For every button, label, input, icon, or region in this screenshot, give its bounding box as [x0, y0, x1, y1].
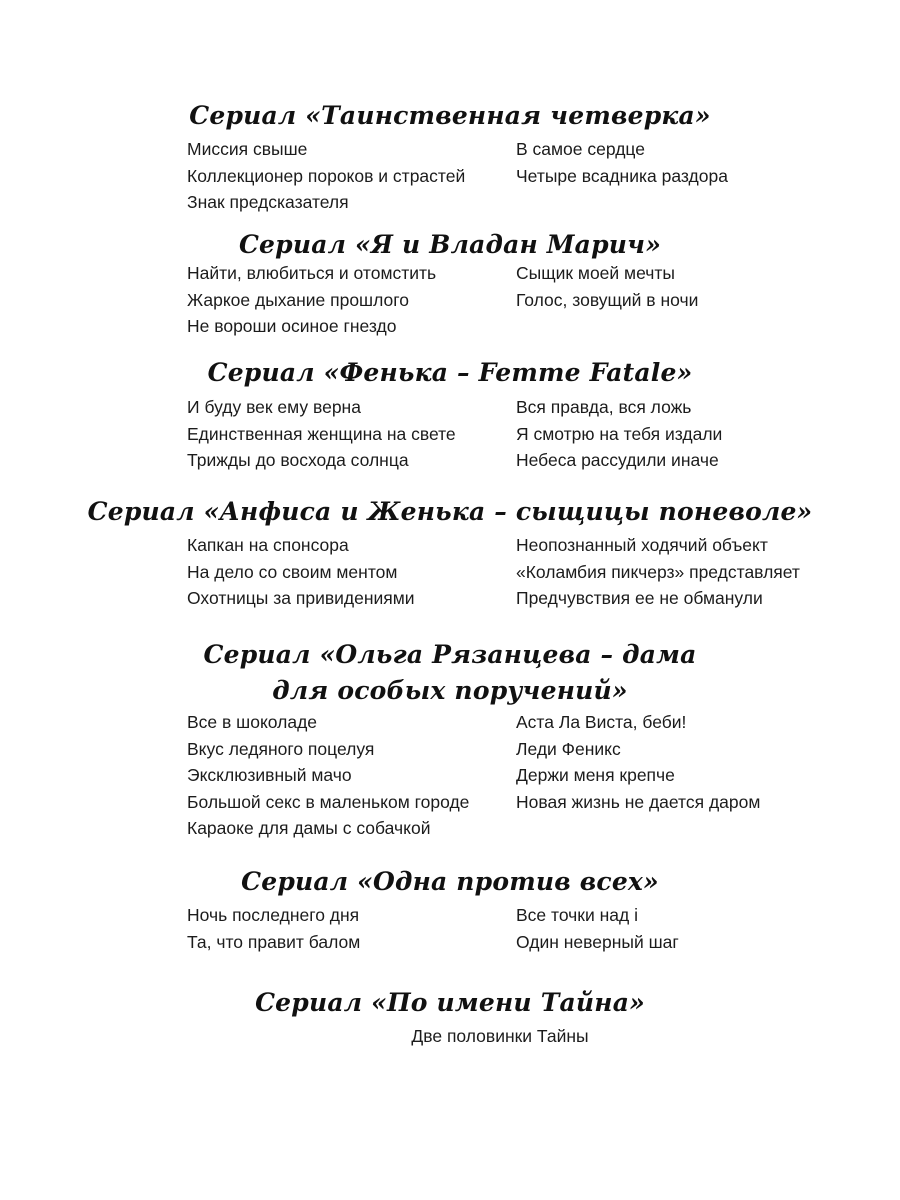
list-item: Знак предсказателя — [187, 192, 349, 212]
list-item: Вся правда, вся ложь — [516, 397, 692, 417]
list-item: Предчувствия ее не обманули — [516, 588, 763, 608]
list-item: Все точки над i — [516, 905, 638, 925]
series-title-mysterious-four: Сериал «Таинственная четверка» — [189, 101, 711, 130]
series-title-one-against-all: Сериал «Одна против всех» — [241, 867, 659, 896]
list-item: «Коламбия пикчерз» представляет — [516, 561, 800, 582]
list-item: Коллекционер пороков и страстей — [187, 165, 466, 186]
list-item: Единственная женщина на свете — [187, 423, 456, 444]
list-item: В самое сердце — [516, 139, 645, 159]
series-title-vladan-marich: Сериал «Я и Владан Марич» — [238, 230, 662, 259]
list-item: И буду век ему верна — [187, 397, 361, 417]
list-item: Новая жизнь не дается даром — [516, 791, 761, 812]
list-item: Вкус ледяного поцелуя — [187, 738, 375, 759]
list-item: Голос, зовущий в ночи — [516, 289, 699, 310]
list-item: На дело со своим ментом — [187, 561, 398, 582]
book-list-mysterious-four — [187, 136, 807, 216]
list-item: Найти, влюбиться и отомстить — [187, 263, 437, 283]
series-title-fenka: Сериал «Фенька – Femme Fatale» — [207, 358, 693, 387]
list-item: Жаркое дыхание прошлого — [187, 289, 409, 310]
list-item: Держи меня крепче — [516, 765, 675, 785]
list-item: Неопознанный ходячий объект — [516, 535, 768, 555]
list-item: Не вороши осиное гнездо — [187, 316, 397, 336]
book-list-one-against-all — [187, 902, 807, 955]
list-item: Охотницы за привидениями — [187, 588, 415, 608]
list-item: Караоке для дамы с собачкой — [187, 818, 431, 838]
list-item: Я смотрю на тебя издали — [516, 423, 723, 444]
list-item: Аста Ла Виста, беби! — [516, 712, 687, 732]
list-item: Один неверный шаг — [516, 931, 679, 952]
list-item: Миссия свыше — [187, 139, 308, 159]
list-item: Большой секс в маленьком городе — [187, 791, 470, 812]
list-item: Две половинки Тайны — [411, 1026, 589, 1046]
series-title-named-tayna: Сериал «По имени Тайна» — [255, 988, 645, 1017]
list-item: Та, что правит балом — [187, 931, 361, 952]
list-item: Леди Феникс — [516, 738, 621, 759]
series-title-olga-ryazantseva-line1: Сериал «Ольга Рязанцева – дама — [203, 640, 697, 669]
list-item: Капкан на спонсора — [187, 535, 349, 555]
series-title-olga-ryazantseva-line2: для особых поручений» — [272, 676, 628, 705]
list-item: Небеса рассудили иначе — [516, 450, 719, 470]
book-list-anfisa-zhenka — [187, 532, 807, 612]
book-list-fenka — [187, 394, 807, 474]
list-item: Трижды до восхода солнца — [187, 450, 409, 470]
list-item: Сыщик моей мечты — [516, 263, 675, 283]
book-list-vladan-marich — [187, 260, 807, 340]
list-item: Все в шоколаде — [187, 712, 318, 732]
list-item: Четыре всадника раздора — [516, 165, 728, 186]
list-item: Эксклюзивный мачо — [187, 765, 352, 785]
series-title-anfisa-zhenka: Сериал «Анфиса и Женька – сыщицы поневоле» — [87, 497, 813, 526]
list-item: Ночь последнего дня — [187, 905, 360, 925]
book-list-olga-ryazantseva — [187, 709, 807, 842]
